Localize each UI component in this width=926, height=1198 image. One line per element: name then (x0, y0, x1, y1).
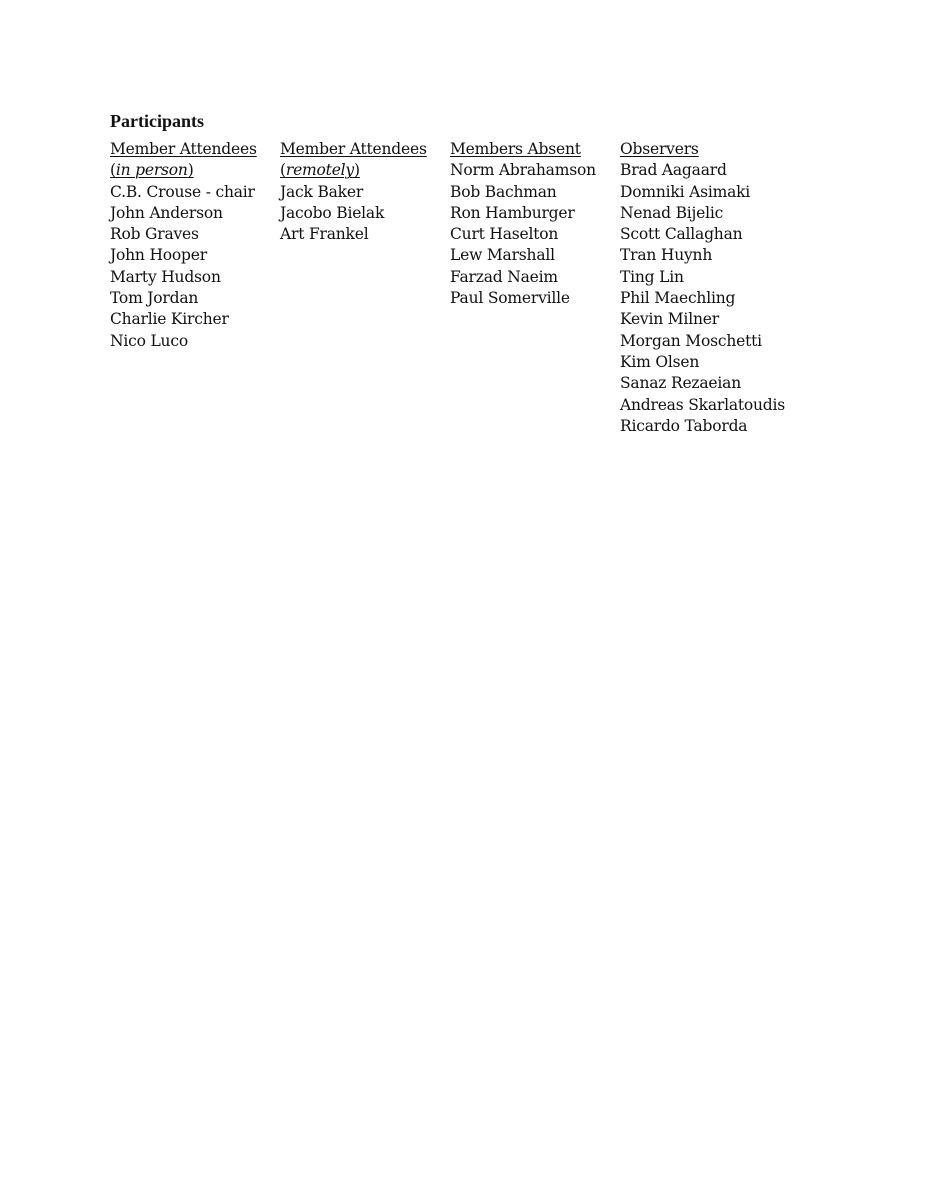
subheader-paren-open: ( (280, 161, 286, 180)
column-observers (620, 139, 785, 437)
participant-name: Charlie Kircher (110, 310, 229, 329)
participant-name: Nenad Bijelic (620, 203, 724, 222)
participant-name: Jacobo Bielak (280, 203, 385, 222)
participant-name: Farzad Naeim (450, 267, 558, 286)
column-member-attendees-in-person (110, 139, 257, 352)
participant-name: Domniki Asimaki (620, 182, 751, 201)
participant-name: Scott Callaghan (620, 225, 743, 244)
participant-name: Art Frankel (280, 225, 369, 244)
participant-name: Andreas Skarlatoudis (620, 395, 786, 414)
column-members-absent (450, 139, 596, 309)
participant-name: Kim Olsen (620, 352, 700, 371)
column-subheader (110, 160, 257, 181)
participant-name: Lew Marshall (450, 246, 555, 265)
column-header: Member Attendees (280, 140, 427, 158)
participant-name: Sanaz Rezaeian (620, 374, 741, 393)
participant-name: C.B. Crouse - chair (110, 182, 255, 201)
participant-name: Tran Huynh (620, 246, 713, 265)
participant-name: Norm Abrahamson (450, 161, 596, 180)
participant-name: Rob Graves (110, 225, 199, 244)
column-subheader (280, 160, 427, 181)
subheader-text: in person (115, 161, 188, 180)
participant-name: Brad Aagaard (620, 161, 727, 180)
column-header: Members Absent (450, 140, 581, 158)
participant-name: Morgan Moschetti (620, 331, 762, 350)
column-member-attendees-remotely (280, 139, 427, 245)
participant-name: Nico Luco (110, 331, 188, 350)
column-header: Observers (620, 140, 699, 158)
participant-name: Curt Haselton (450, 225, 559, 244)
section-title: Participants (110, 111, 204, 131)
subheader-paren-close: ) (187, 161, 194, 180)
participant-name: Ting Lin (620, 267, 684, 286)
participant-name: John Anderson (110, 203, 223, 222)
participant-name: Marty Hudson (110, 267, 221, 286)
subheader-paren-close: ) (354, 161, 360, 180)
participant-name: Bob Bachman (450, 182, 557, 201)
subheader-paren-open: ( (110, 161, 116, 180)
participant-name: Paul Somerville (450, 289, 570, 308)
subheader-text: remotely (285, 161, 354, 180)
participant-name: Ron Hamburger (450, 203, 575, 222)
participant-name: Kevin Milner (620, 310, 719, 329)
participant-name: Jack Baker (280, 182, 364, 201)
participant-name: Phil Maechling (620, 289, 736, 308)
participant-name: John Hooper (110, 246, 207, 265)
column-header: Member Attendees (110, 140, 257, 158)
participant-name: Ricardo Taborda (620, 416, 748, 435)
participant-name: Tom Jordan (110, 289, 199, 308)
